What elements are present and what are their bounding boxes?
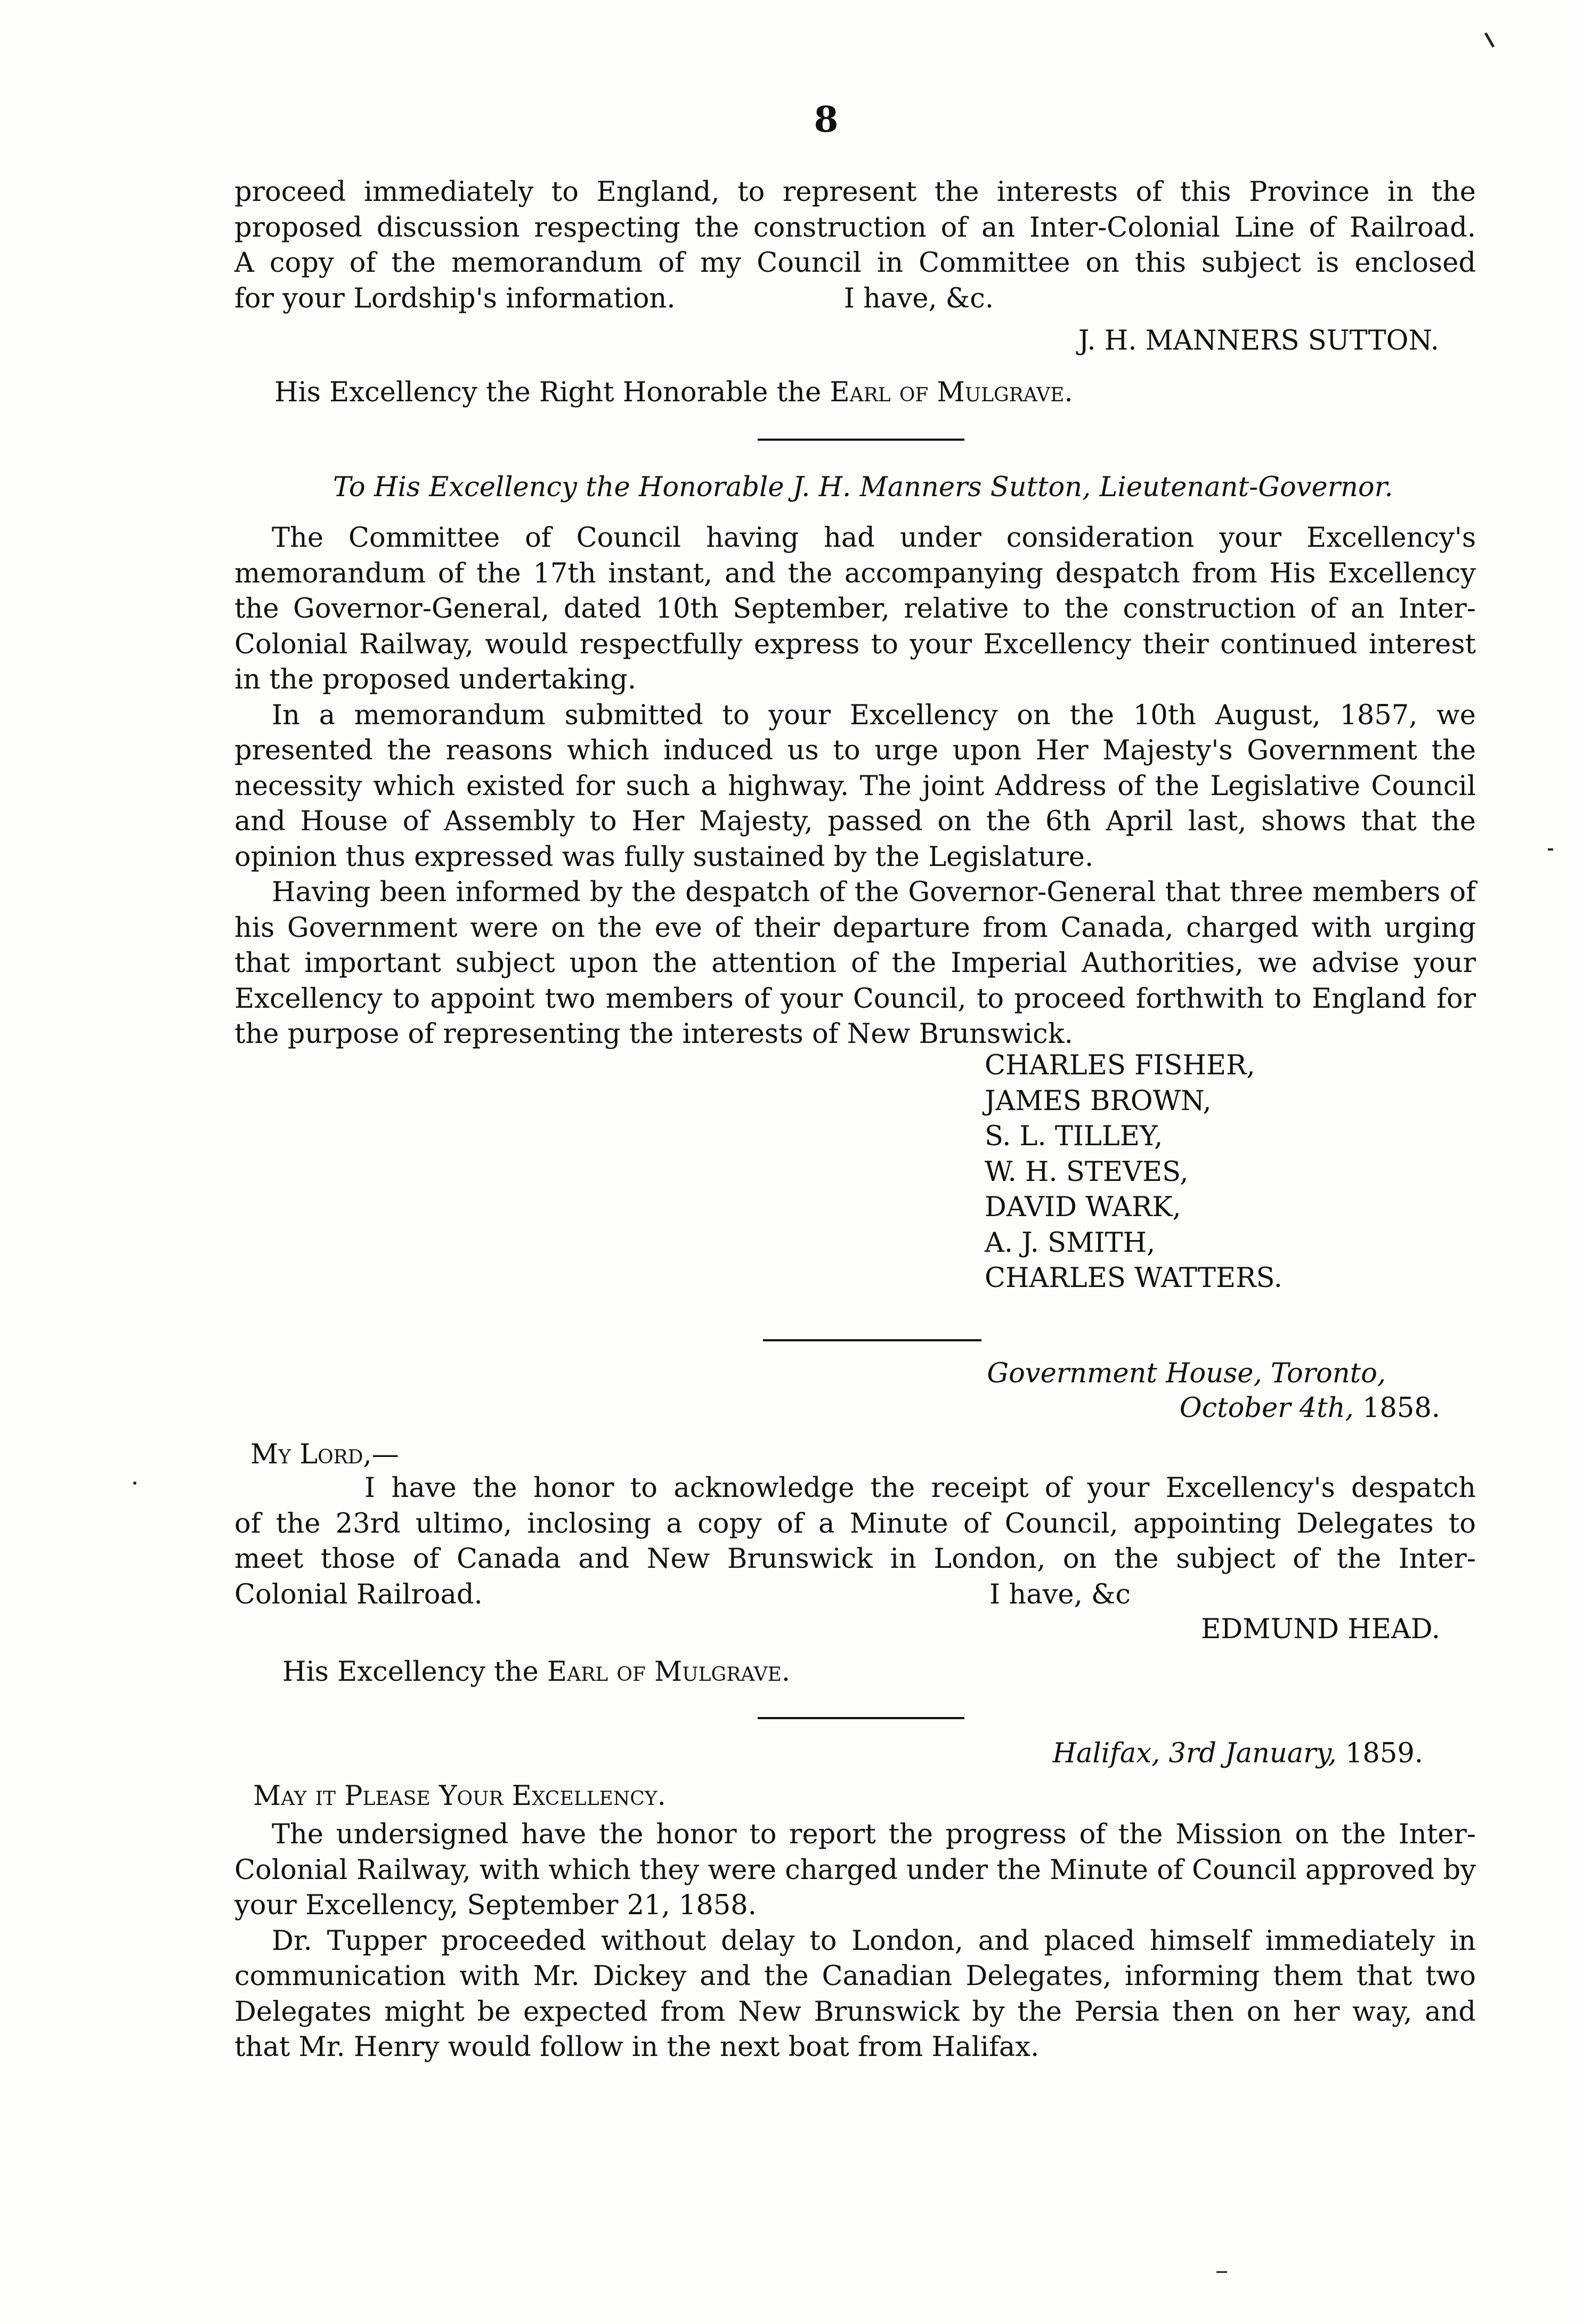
signatory: S. L. TILLEY,: [985, 1121, 1163, 1152]
addressee-prefix: His Excellency the Right Honorable the: [274, 377, 822, 408]
signatory: CHARLES WATTERS.: [985, 1262, 1282, 1294]
print-speck: [1216, 2271, 1227, 2273]
report-date-day: Halifax, 3rd January,: [1052, 1738, 1337, 1769]
signatories-list: [985, 1048, 1282, 1297]
text-line-content: Colonial Railroad.: [234, 1578, 483, 1610]
addressee: [282, 1655, 790, 1690]
text-line: A copy of the memorandum of my Council in Committee on this subject is enclosed: [234, 247, 1476, 279]
section-divider: [758, 439, 964, 441]
text-line: proceed immediately to England, to represent the interests of this Province in the: [234, 176, 1476, 208]
memo-body: [234, 521, 1476, 1052]
section-divider: [758, 1717, 964, 1719]
print-speck: [133, 1481, 136, 1485]
letter-date: [1180, 1391, 1440, 1426]
paragraph: The undersigned have the honor to report the progress of the Mission on the Inter-Colonial Railway, with which they were charged under the Minute of Council approved by your Excellency, September 21, 1858.: [234, 1819, 1476, 1921]
addressee-prefix: His Excellency the: [282, 1656, 539, 1688]
paragraph: The Committee of Council having had under consideration your Excellency's memorandum of the 17th instant, and the accompanying despatch from His Excellency the Governor-General, dated 10th September, relative to the construction of an Inter-Colonial Railway, would respectfully express to your Excellency their continued interest in the proposed undertaking.: [234, 522, 1476, 695]
signatory: CHARLES FISHER,: [985, 1050, 1255, 1081]
paragraph: Dr. Tupper proceeded without delay to London, and placed himself immediately in communication with Mr. Dickey and the Canadian Delegates, informing them that two Delegates might be expected from New Brunswick by the Persia then on her way, and that Mr. Henry would follow in the next boat from Halifax.: [234, 1925, 1476, 2063]
text-line: I have the honor to acknowledge the receipt of your Excellency's despatch: [364, 1472, 1476, 1504]
signatory: A. J. SMITH,: [985, 1227, 1156, 1259]
addressee-name: Earl of Mulgrave.: [830, 377, 1073, 408]
paragraph: In a memorandum submitted to your Excellency on the 10th August, 1857, we presented the reasons which induced us to urge upon Her Majesty's Government the necessity which existed for such a highway. The joint Address of the Legislative Council and House of Assembly to Her Majesty, passed on the 6th April last, shows that the opinion thus expressed was fully sustained by the Legislature.: [234, 699, 1476, 873]
memo-heading: To His Excellency the Honorable J. H. Manners Sutton, Lieutenant-Governor.: [333, 472, 1393, 503]
letter-date-day: October 4th,: [1179, 1392, 1354, 1424]
letter-date-year: 1858.: [1362, 1392, 1440, 1424]
report-body: [234, 1817, 1476, 2066]
closing-phrase: I have, &c: [989, 1578, 1131, 1610]
signatory: W. H. STEVES,: [985, 1156, 1189, 1188]
print-speck: [1548, 848, 1553, 851]
paragraph: Having been informed by the despatch of the Governor-General that three members of his Government were on the eve of their departure from Canada, charged with urging that important subject upon the attention of the Imperial Authorities, we advise your Excellency to appoint two members of your Council, to proceed forthwith to England for the purpose of representing the interests of New Brunswick.: [234, 877, 1476, 1050]
signature: EDMUND HEAD.: [1201, 1614, 1440, 1645]
text-line: [234, 281, 1476, 317]
text-line: proposed discussion respecting the construction of an Inter-Colonial Line of Railroad.: [234, 212, 1476, 244]
report-date-year: 1859.: [1345, 1738, 1423, 1769]
text-line: of the 23rd ultimo, inclosing a copy of a Minute of Council, appointing Delegates to: [234, 1508, 1476, 1540]
page-number: 8: [814, 99, 839, 140]
text-line: meet those of Canada and New Brunswick in London, on the subject of the Inter-: [234, 1543, 1476, 1575]
signatory: DAVID WARK,: [985, 1192, 1181, 1223]
print-speck: [1484, 33, 1495, 47]
signatory: JAMES BROWN,: [985, 1085, 1212, 1117]
letter-place: Government House, Toronto,: [987, 1358, 1386, 1389]
text-line-content: for your Lordship's information.: [234, 282, 676, 314]
addressee-name: Earl of Mulgrave.: [547, 1656, 791, 1688]
closing-phrase: I have, &c.: [843, 282, 994, 314]
signature: J. H. MANNERS SUTTON.: [1078, 325, 1439, 357]
addressee: [274, 375, 1073, 410]
report-date: [1053, 1736, 1423, 1771]
salutation: May it Please Your Excellency.: [253, 1780, 666, 1812]
salutation: My Lord,—: [250, 1439, 399, 1470]
section-divider: [763, 1339, 981, 1341]
letter-continuation: [234, 175, 1476, 317]
text-line: [234, 1577, 1476, 1613]
letter-body: [234, 1471, 1476, 1613]
